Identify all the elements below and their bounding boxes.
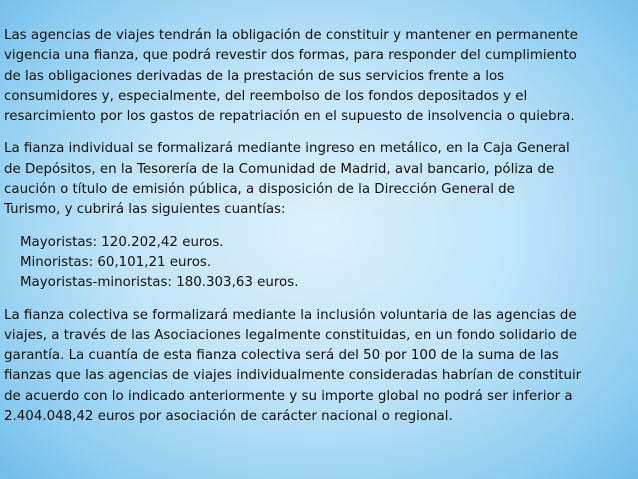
amount-retailers: Minoristas: 60,101,21 euros. <box>20 254 212 270</box>
text-line: consumidores y, especialmente, del reembolso de los fondos depositados y el <box>4 88 528 104</box>
paragraph-spacer <box>4 127 634 139</box>
text-line: viajes, a través de las Asociaciones legalmente constituidas, en un fondo solidario de <box>4 327 577 343</box>
amounts-list <box>4 233 634 294</box>
text-line: Turismo, y cubrirá las siguientes cuantías: <box>4 202 286 218</box>
text-line: de las obligaciones derivadas de la prestación de sus servicios frente a los <box>4 68 505 84</box>
text-line: caución o título de emisión pública, a disposición de la Dirección General de <box>4 182 515 198</box>
paragraph-spacer <box>4 221 634 233</box>
slide-text-body <box>4 26 634 427</box>
text-line: de acuerdo con lo indicado anteriormente y su importe global no podrá ser inferior a <box>4 388 573 404</box>
paragraph-obligation <box>4 26 634 127</box>
text-line: fianzas que las agencias de viajes individualmente consideradas habrían de constituir <box>4 368 582 384</box>
paragraph-individual-bond <box>4 139 634 220</box>
paragraph-collective-bond <box>4 306 634 428</box>
text-line: La fianza colectiva se formalizará mediante la inclusión voluntaria de las agencias de <box>4 307 577 323</box>
text-line: 2.404.048,42 euros por asociación de carácter nacional o regional. <box>4 409 453 425</box>
text-line: resarcimiento por los gastos de repatriación en el supuesto de insolvencia o quiebra. <box>4 109 575 125</box>
text-line: de Depósitos, en la Tesorería de la Comunidad de Madrid, aval bancario, póliza de <box>4 161 555 177</box>
text-line: Las agencias de viajes tendrán la obligación de constituir y mantener en permanente <box>4 28 578 43</box>
text-line: garantía. La cuantía de esta fianza colectiva será del 50 por 100 de la suma de las <box>4 348 559 364</box>
text-line: vigencia una fianza, que podrá revestir dos formas, para responder del cumplimiento <box>4 48 577 64</box>
paragraph-spacer <box>4 294 634 306</box>
amount-wholesaler-retailers: Mayoristas-minoristas: 180.303,63 euros. <box>20 275 299 291</box>
amount-wholesalers: Mayoristas: 120.202,42 euros. <box>20 234 224 250</box>
text-line: La fianza individual se formalizará mediante ingreso en metálico, en la Caja General <box>4 141 570 157</box>
